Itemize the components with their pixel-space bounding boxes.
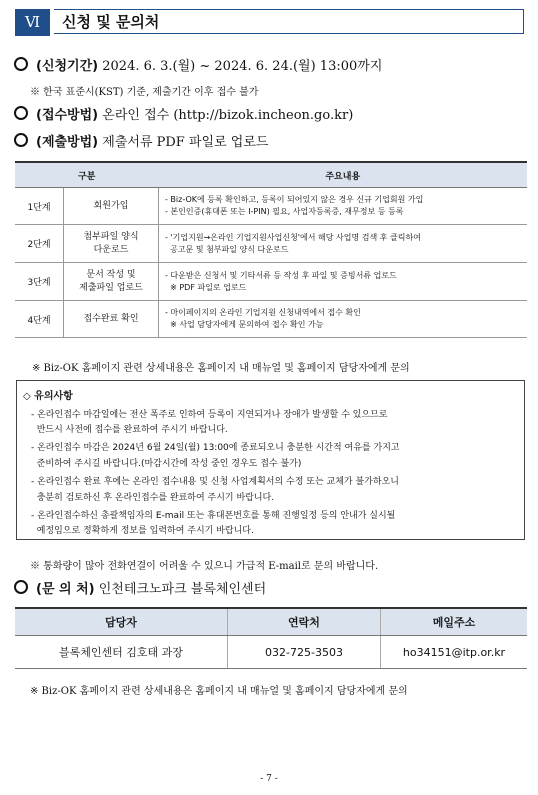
circle-bullet-icon [14, 106, 28, 120]
period-value: 2024. 6. 3.(월) ~ 2024. 6. 24.(월) 13:00까지 [102, 59, 383, 74]
section-number: Ⅵ [15, 9, 50, 36]
bizok-note: ※ Biz-OK 홈페이지 관련 상세내용은 홈페이지 내 매뉴얼 및 홈페이지 담당자에게 문의 [32, 363, 410, 374]
contact-value: 인천테크노파크 블록체인센터 [98, 582, 267, 597]
section-title: 신청 및 문의처 [54, 9, 524, 34]
caution-line: - 온라인접수하신 총괄책임자의 E-mail 또는 휴대폰번호를 통해 진행일정 등의 안내가 실시될 [31, 511, 396, 521]
submit-line [14, 131, 268, 150]
step-cell: 3단계 [15, 263, 64, 301]
method-line [14, 104, 353, 123]
caution-title: ◇ 유의사항 [23, 391, 73, 402]
contact-line [14, 578, 266, 597]
contact-header-phone: 연락처 [228, 608, 381, 636]
steps-header-category: 구분 [15, 162, 159, 188]
submit-value: 제출서류 PDF 파일로 업로드 [102, 135, 269, 150]
caution-line: 반드시 사전에 접수를 완료하여 주시기 바랍니다. [31, 425, 228, 435]
contact-header-person: 담당자 [15, 608, 228, 636]
steps-table [15, 161, 527, 338]
circle-bullet-icon [14, 57, 28, 71]
step-name-cell: 회원가입 [64, 188, 159, 225]
page-number: - 7 - [260, 774, 278, 784]
table-row [15, 188, 527, 225]
step-cell: 4단계 [15, 301, 64, 338]
caution-line: 예정임으로 정확하게 정보를 입력하여 주시기 바랍니다. [31, 526, 254, 536]
method-label: (접수방법) [36, 108, 99, 123]
period-label: (신청기간) [36, 59, 99, 74]
caution-line: 충분히 검토하신 후 온라인접수를 완료하여 주시기 바랍니다. [31, 493, 275, 503]
step-desc-cell: - Biz-OK에 등록 확인하고, 등록이 되어있지 않은 경우 신규 기업회원 가입 - 본인인증(휴대폰 또는 I-PIN) 필요, 사업자등록증, 재무정보 등 등록 [159, 188, 528, 225]
method-value: 온라인 접수 (http://bizok.incheon.go.kr) [102, 108, 354, 123]
caution-box [16, 380, 525, 540]
caution-line: - 온라인접수 마감은 2024년 6월 24일(월) 13:00에 종료되오니 충분한 시간적 여유를 가지고 [31, 443, 400, 453]
table-row [15, 301, 527, 338]
table-row [15, 263, 527, 301]
contact-table [15, 607, 527, 669]
circle-bullet-icon [14, 133, 28, 147]
step-desc-cell: - '기업지원→온라인 기업지원사업신청'에서 해당 사업명 검색 후 클릭하여 공고문 및 첨부파일 양식 다운로드 [159, 225, 528, 263]
caution-line: 준비하여 주시길 바랍니다.(마감시간에 작성 중인 경우도 접수 불가) [31, 459, 302, 469]
circle-bullet-icon [14, 580, 28, 594]
step-name-cell: 문서 작성 및 제출파일 업로드 [64, 263, 159, 301]
step-desc-cell: - 마이페이지의 온라인 기업지원 신청내역에서 접수 확인 ※ 사업 담당자에게 문의하여 접수 확인 가능 [159, 301, 528, 338]
step-cell: 2단계 [15, 225, 64, 263]
contact-person: 블록체인센터 김호태 과장 [15, 636, 228, 669]
call-note: ※ 통화량이 많아 전화연결이 어려울 수 있으니 가급적 E-mail로 문의 바랍니다. [30, 561, 379, 572]
step-cell: 1단계 [15, 188, 64, 225]
contact-header-email: 메일주소 [381, 608, 528, 636]
contact-phone: 032-725-3503 [228, 636, 381, 669]
contact-label: (문 의 처) [36, 582, 95, 597]
steps-header-content: 주요내용 [159, 162, 528, 188]
step-name-cell: 접수완료 확인 [64, 301, 159, 338]
table-row [15, 225, 527, 263]
caution-line: - 온라인접수 완료 후에는 온라인 접수내용 및 신청 사업계획서의 수정 또는 교체가 불가하오니 [31, 477, 399, 487]
step-desc-cell: - 다운받은 신청서 및 기타서류 등 작성 후 파일 및 증빙서류 업로드 ※ PDF 파일로 업로드 [159, 263, 528, 301]
step-name-cell: 첨부파일 양식 다운로드 [64, 225, 159, 263]
bizok-note-2: ※ Biz-OK 홈페이지 관련 상세내용은 홈페이지 내 매뉴얼 및 홈페이지 담당자에게 문의 [30, 686, 408, 697]
period-note: ※ 한국 표준시(KST) 기준, 제출기간 이후 접수 불가 [30, 87, 259, 98]
period-line [14, 55, 382, 74]
caution-line: - 온라인접수 마감일에는 전산 폭주로 인하여 등록이 지연되거나 장애가 발생할 수 있으므로 [31, 410, 388, 420]
submit-label: (제출방법) [36, 135, 99, 150]
contact-email[interactable]: ho34151@itp.or.kr [381, 636, 528, 669]
table-row [15, 636, 527, 669]
